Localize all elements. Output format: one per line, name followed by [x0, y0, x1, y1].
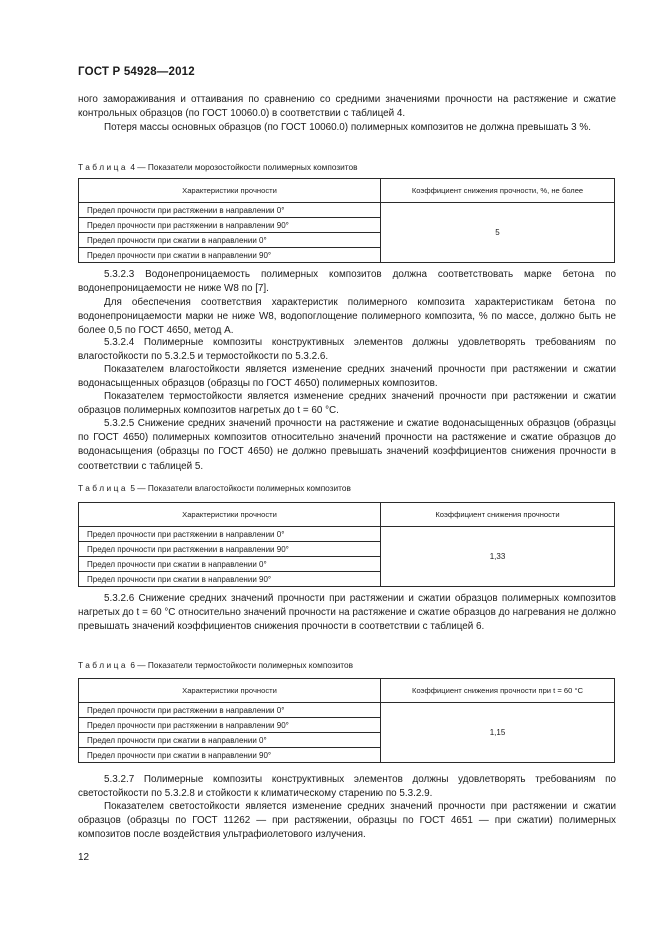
table-cell: Предел прочности при сжатии в направлении 90° — [79, 248, 381, 263]
paragraph: 5.3.2.6 Снижение средних значений прочности при растяжении и сжатии образцов полимерных композитов нагретых до t = 60 °С относительно значений прочности на растяжение и сжатие образцов до нагревания не должно превышать значений коэффициентов снижения прочности в соответствии с таблицей 6. — [78, 593, 616, 633]
table-cell: Предел прочности при растяжении в направлении 90° — [79, 542, 381, 557]
table-number: 5 — [130, 483, 135, 493]
table-cell: Предел прочности при растяжении в направлении 0° — [79, 527, 381, 542]
table-4-caption — [78, 162, 616, 173]
table-header-coefficient: Коэффициент снижения прочности — [381, 503, 615, 527]
table-cell: Предел прочности при сжатии в направлении 90° — [79, 748, 381, 763]
table-title: — Показатели морозостойкости полимерных композитов — [137, 162, 358, 172]
paragraph: 5.3.2.5 Снижение средних значений прочности на растяжение и сжатие водонасыщенных образцов (образцы по ГОСТ 4650) полимерных композитов относительно значений прочности на растяжение и сжатие образцов до водонасыщения (образцы по ГОСТ 4650) не должно превышать значений коэффициентов снижения прочности в соответствии с таблицей 5. — [78, 418, 616, 472]
paragraph: 5.3.2.7 Полимерные композиты конструктивных элементов должны удовлетворять требованиям по светостойкости по 5.3.2.8 и стойкости к климатическому старению по 5.3.2.9. — [78, 774, 616, 800]
table-cell: Предел прочности при сжатии в направлении 0° — [79, 557, 381, 572]
table-value-cell: 5 — [381, 203, 615, 263]
table-header-characteristics: Характеристики прочности — [79, 679, 381, 703]
table-4 — [78, 178, 615, 263]
table-label: Таблица — [78, 660, 129, 670]
page-number: 12 — [78, 852, 90, 863]
paragraph: Для обеспечения соответствия характеристик полимерного композита характеристикам бетона по водонепроницаемости марки не ниже W8, водопоглощение полимерного композита, % по массе, должно быть не более 0,5 по ГОСТ 4650, метод А. — [78, 297, 616, 337]
paragraph: 5.3.2.4 Полимерные композиты конструктивных элементов должны удовлетворять требованиям по влагостойкости по 5.3.2.5 и термостойкости по 5.3.2.6. — [78, 337, 616, 363]
table-cell: Предел прочности при растяжении в направлении 90° — [79, 718, 381, 733]
table-value-cell: 1,33 — [381, 527, 615, 587]
table-header-characteristics: Характеристики прочности — [79, 179, 381, 203]
table-6-caption — [78, 660, 616, 671]
table-header-characteristics: Характеристики прочности — [79, 503, 381, 527]
paragraph: Показателем светостойкости является изменение средних значений прочности при растяжении и сжатии образцов (образцы по ГОСТ 11262 — при растяжении, образцы по ГОСТ 4651 — при сжатии) полимерных композитов после воздействия ультрафиолетового излучения. — [78, 801, 616, 841]
table-number: 4 — [130, 162, 135, 172]
table-label: Таблица — [78, 483, 129, 493]
table-value-cell: 1,15 — [381, 703, 615, 763]
table-title: — Показатели влагостойкости полимерных композитов — [137, 483, 351, 493]
table-header-coefficient: Коэффициент снижения прочности, %, не более — [381, 179, 615, 203]
table-cell: Предел прочности при сжатии в направлении 0° — [79, 733, 381, 748]
paragraph: Показателем термостойкости является изменение средних значений прочности при растяжении и сжатии образцов полимерных композитов нагретых до t = 60 °С. — [78, 391, 616, 417]
table-5 — [78, 502, 615, 587]
table-cell: Предел прочности при сжатии в направлении 90° — [79, 572, 381, 587]
table-5-caption — [78, 483, 616, 494]
document-header: ГОСТ Р 54928—2012 — [78, 66, 195, 78]
table-cell: Предел прочности при растяжении в направлении 0° — [79, 203, 381, 218]
table-cell: Предел прочности при растяжении в направлении 0° — [79, 703, 381, 718]
paragraph: Показателем влагостойкости является изменение средних значений прочности при растяжении и сжатии водонасыщенных образцов (образцы по ГОСТ 4650) полимерных композитов. — [78, 364, 616, 390]
table-title: — Показатели термостойкости полимерных композитов — [137, 660, 353, 670]
table-cell: Предел прочности при растяжении в направлении 90° — [79, 218, 381, 233]
table-header-coefficient: Коэффициент снижения прочности при t = 60 °С — [381, 679, 615, 703]
table-label: Таблица — [78, 162, 129, 172]
table-cell: Предел прочности при сжатии в направлении 0° — [79, 233, 381, 248]
paragraph: ного замораживания и оттаивания по сравнению со средними значениями прочности на растяжение и сжатие контрольных образцов (по ГОСТ 10060.0) в соответствии с таблицей 4. — [78, 94, 616, 120]
paragraph: 5.3.2.3 Водонепроницаемость полимерных композитов должна соответствовать марке бетона по водонепроницаемости не ниже W8 по [7]. — [78, 269, 616, 295]
table-number: 6 — [130, 660, 135, 670]
table-6 — [78, 678, 615, 763]
paragraph: Потеря массы основных образцов (по ГОСТ 10060.0) полимерных композитов не должна превышать 3 %. — [104, 122, 591, 133]
